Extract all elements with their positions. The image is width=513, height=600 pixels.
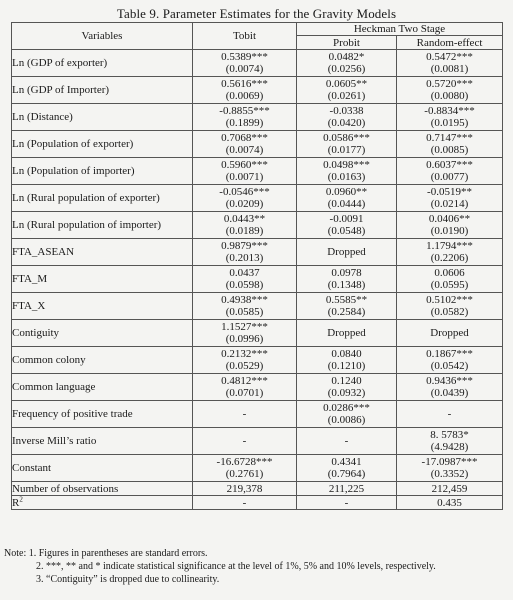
random-effect-cell (397, 77, 503, 104)
random-effect-cell (397, 293, 503, 320)
random-effect-cell-line: 0.1867*** (426, 348, 473, 360)
probit-cell-line: 0.0960** (325, 186, 368, 198)
tobit-cell (193, 293, 297, 320)
probit-cell (297, 293, 397, 320)
probit-cell-line: 0.0498*** (323, 159, 370, 171)
table-row (12, 347, 503, 374)
tobit-cell-line: 0.0443** (223, 213, 266, 225)
probit-cell: 211,225 (297, 482, 397, 496)
probit-cell-line: -0.0338 (329, 105, 364, 117)
table-row (12, 374, 503, 401)
random-effect-cell-line: (0.2206) (430, 252, 469, 264)
header-heckman: Heckman Two Stage (297, 23, 503, 36)
random-effect-cell-line: (0.0439) (430, 387, 469, 399)
tobit-cell-line: 0.4938*** (221, 294, 268, 306)
variable-label: Ln (Rural population of importer) (12, 212, 193, 239)
random-effect-cell-line: 0.5102*** (426, 294, 473, 306)
tobit-cell-line: -0.8855*** (219, 105, 270, 117)
random-effect-cell-line: (0.0080) (430, 90, 469, 102)
table-row (12, 212, 503, 239)
tobit-cell (193, 347, 297, 374)
variable-label: Common colony (12, 347, 193, 374)
table-row (12, 455, 503, 482)
tobit-cell-line: (0.0585) (225, 306, 264, 318)
random-effect-cell-line: (0.0582) (430, 306, 469, 318)
header-row-top (12, 23, 503, 36)
variable-label: Ln (Population of importer) (12, 158, 193, 185)
probit-cell-line: 0.0978 (331, 267, 362, 279)
probit-cell (297, 320, 397, 347)
tobit-cell-line: -16.6728*** (216, 456, 273, 468)
probit-cell (297, 158, 397, 185)
tobit-cell-line: 0.9879*** (221, 240, 268, 252)
probit-cell-line: 0.1240 (331, 375, 362, 387)
probit-cell-line: (0.0548) (327, 225, 366, 237)
probit-cell (297, 428, 397, 455)
probit-cell-line: (0.2584) (327, 306, 366, 318)
probit-cell-line: 0.0586*** (323, 132, 370, 144)
random-effect-cell (397, 401, 503, 428)
random-effect-cell-line: 0.5472*** (426, 51, 473, 63)
random-effect-cell (397, 158, 503, 185)
tobit-cell-line: (0.0529) (225, 360, 264, 372)
table-row (12, 401, 503, 428)
r-squared-superscript: 2 (19, 494, 23, 503)
random-effect-cell (397, 185, 503, 212)
random-effect-cell (397, 455, 503, 482)
tobit-cell-line: (0.0209) (225, 198, 264, 210)
tobit-cell-line: (0.0074) (225, 144, 264, 156)
variable-label: Inverse Mill’s ratio (12, 428, 193, 455)
tobit-cell-line: (0.0598) (225, 279, 264, 291)
tobit-cell-line: 0.5616*** (221, 78, 268, 90)
probit-cell (297, 455, 397, 482)
tobit-cell-line: (0.0996) (225, 333, 264, 345)
probit-cell-line: (0.0177) (327, 144, 366, 156)
table-row (12, 50, 503, 77)
tobit-cell-line: - (242, 435, 247, 447)
random-effect-cell-line: 0.0606 (434, 267, 465, 279)
tobit-cell: 219,378 (193, 482, 297, 496)
probit-cell-line: (0.1210) (327, 360, 366, 372)
observations-row (12, 482, 503, 496)
random-effect-cell-line: (0.0081) (430, 63, 469, 75)
probit-cell (297, 185, 397, 212)
probit-cell-line: 0.4341 (331, 456, 362, 468)
tobit-cell-line: 0.0437 (229, 267, 260, 279)
variable-label: FTA_X (12, 293, 193, 320)
probit-cell (297, 212, 397, 239)
probit-cell-line: 0.0482* (328, 51, 365, 63)
probit-cell (297, 374, 397, 401)
random-effect-cell-line: -0.0519** (427, 186, 472, 198)
random-effect-cell-line: (4.9428) (430, 441, 469, 453)
random-effect-cell (397, 320, 503, 347)
table-row (12, 77, 503, 104)
tobit-cell-line: 1.1527*** (221, 321, 268, 333)
r-squared-label (12, 496, 193, 510)
tobit-cell-line: (0.0069) (225, 90, 264, 102)
random-effect-cell-line: (0.0195) (430, 117, 469, 129)
variable-label: FTA_ASEAN (12, 239, 193, 266)
random-effect-cell-line: - (447, 408, 452, 420)
tobit-cell-line: 0.4812*** (221, 375, 268, 387)
random-effect-cell-line: -17.0987*** (421, 456, 478, 468)
random-effect-cell-line: 0.5720*** (426, 78, 473, 90)
probit-cell (297, 50, 397, 77)
probit-cell (297, 77, 397, 104)
random-effect-cell: 212,459 (397, 482, 503, 496)
header-probit: Probit (297, 36, 397, 50)
tobit-cell (193, 185, 297, 212)
probit-cell-line: 0.0840 (331, 348, 362, 360)
tobit-cell (193, 401, 297, 428)
table-row (12, 293, 503, 320)
random-effect-cell-line: 0.7147*** (426, 132, 473, 144)
tobit-cell (193, 104, 297, 131)
tobit-cell-line: (0.1899) (225, 117, 264, 129)
table-row (12, 320, 503, 347)
tobit-cell-line: (0.2013) (225, 252, 264, 264)
table-row (12, 185, 503, 212)
random-effect-cell (397, 212, 503, 239)
tobit-cell-line: 0.5960*** (221, 159, 268, 171)
table-notes (4, 547, 509, 586)
random-effect-cell: 0.435 (397, 496, 503, 510)
tobit-cell-line: (0.2761) (225, 468, 264, 480)
header-random-effect: Random-effect (397, 36, 503, 50)
probit-cell-line: (0.0261) (327, 90, 366, 102)
tobit-cell (193, 50, 297, 77)
note-3: 3. “Contiguity” is dropped due to collinearity. (36, 574, 220, 585)
table-row (12, 266, 503, 293)
random-effect-cell (397, 104, 503, 131)
r-squared-row (12, 496, 503, 510)
random-effect-cell (397, 347, 503, 374)
probit-cell-line: Dropped (327, 327, 366, 339)
random-effect-cell-line: (0.0595) (430, 279, 469, 291)
random-effect-cell (397, 374, 503, 401)
tobit-cell (193, 212, 297, 239)
random-effect-cell-line: 1.1794*** (426, 240, 473, 252)
tobit-cell-line: (0.0189) (225, 225, 264, 237)
probit-cell-line: (0.0420) (327, 117, 366, 129)
tobit-cell (193, 320, 297, 347)
variable-label: FTA_M (12, 266, 193, 293)
tobit-cell (193, 374, 297, 401)
note-2: 2. ***, ** and * indicate statistical significance at the level of 1%, 5% and 10% levels, respectively. (36, 561, 436, 572)
probit-cell (297, 131, 397, 158)
observations-label: Number of observations (12, 482, 193, 496)
random-effect-cell-line: (0.0077) (430, 171, 469, 183)
tobit-cell (193, 428, 297, 455)
header-variables: Variables (12, 23, 193, 50)
probit-cell (297, 401, 397, 428)
variable-label: Ln (Population of exporter) (12, 131, 193, 158)
random-effect-cell-line: 8. 5783* (430, 429, 469, 441)
random-effect-cell-line: (0.0190) (430, 225, 469, 237)
tobit-cell: - (193, 496, 297, 510)
tobit-cell-line: (0.0701) (225, 387, 264, 399)
variable-label: Common language (12, 374, 193, 401)
variable-label: Ln (GDP of exporter) (12, 50, 193, 77)
tobit-cell-line: -0.0546*** (219, 186, 270, 198)
variable-label: Constant (12, 455, 193, 482)
random-effect-cell (397, 266, 503, 293)
tobit-cell-line: 0.5389*** (221, 51, 268, 63)
tobit-cell-line: 0.2132*** (221, 348, 268, 360)
variable-label: Ln (Distance) (12, 104, 193, 131)
tobit-cell (193, 239, 297, 266)
random-effect-cell (397, 428, 503, 455)
probit-cell-line: (0.0444) (327, 198, 366, 210)
random-effect-cell-line: (0.0542) (430, 360, 469, 372)
probit-cell-line: (0.0086) (327, 414, 366, 426)
table-row (12, 131, 503, 158)
variable-label: Ln (Rural population of exporter) (12, 185, 193, 212)
random-effect-cell (397, 131, 503, 158)
probit-cell-line: (0.7964) (327, 468, 366, 480)
tobit-cell-line: 0.7068*** (221, 132, 268, 144)
table-row (12, 158, 503, 185)
probit-cell-line: (0.1348) (327, 279, 366, 291)
note-1: Note: 1. Figures in parentheses are standard errors. (4, 548, 208, 559)
tobit-cell-line: (0.0071) (225, 171, 264, 183)
random-effect-cell-line: 0.0406** (428, 213, 471, 225)
random-effect-cell (397, 50, 503, 77)
tobit-cell (193, 158, 297, 185)
probit-cell (297, 239, 397, 266)
probit-cell (297, 347, 397, 374)
probit-cell (297, 266, 397, 293)
random-effect-cell-line: 0.9436*** (426, 375, 473, 387)
probit-cell-line: -0.0091 (329, 213, 364, 225)
table-row (12, 428, 503, 455)
probit-cell-line: 0.0286*** (323, 402, 370, 414)
tobit-cell-line: (0.0074) (225, 63, 264, 75)
tobit-cell (193, 131, 297, 158)
random-effect-cell-line: (0.3352) (430, 468, 469, 480)
probit-cell-line: 0.0605** (325, 78, 368, 90)
random-effect-cell-line: Dropped (430, 327, 469, 339)
random-effect-cell-line: 0.6037*** (426, 159, 473, 171)
header-tobit: Tobit (193, 23, 297, 50)
probit-cell (297, 104, 397, 131)
tobit-cell (193, 77, 297, 104)
probit-cell: - (297, 496, 397, 510)
r-squared-base: R (12, 496, 20, 509)
probit-cell-line: (0.0256) (327, 63, 366, 75)
variable-label: Frequency of positive trade (12, 401, 193, 428)
tobit-cell (193, 455, 297, 482)
table-row (12, 239, 503, 266)
estimates-table (11, 22, 503, 510)
probit-cell-line: (0.0163) (327, 171, 366, 183)
random-effect-cell-line: (0.0214) (430, 198, 469, 210)
probit-cell-line: - (344, 435, 349, 447)
variable-label: Contiguity (12, 320, 193, 347)
random-effect-cell (397, 239, 503, 266)
table-title: Table 9. Parameter Estimates for the Gravity Models (116, 6, 397, 21)
probit-cell-line: 0.5585** (325, 294, 368, 306)
table-row (12, 104, 503, 131)
probit-cell-line: Dropped (327, 246, 366, 258)
random-effect-cell-line: (0.0085) (430, 144, 469, 156)
tobit-cell (193, 266, 297, 293)
probit-cell-line: (0.0932) (327, 387, 366, 399)
variable-label: Ln (GDP of Importer) (12, 77, 193, 104)
tobit-cell-line: - (242, 408, 247, 420)
random-effect-cell-line: -0.8834*** (424, 105, 475, 117)
